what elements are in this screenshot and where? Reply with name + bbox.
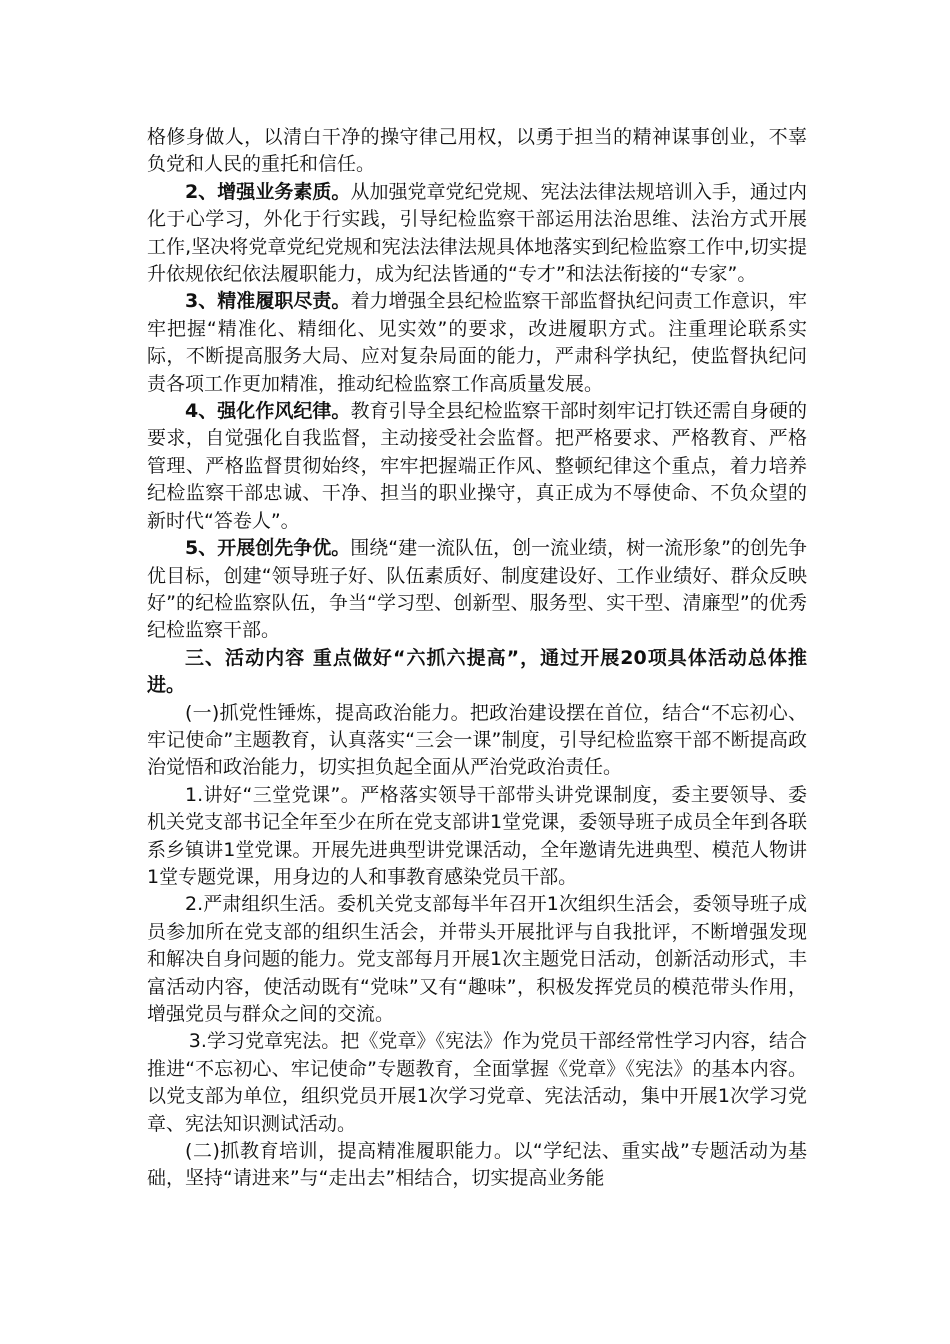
- document-page: [147, 124, 807, 1193]
- paragraph-lead: 4、强化作风纪律。: [185, 400, 351, 423]
- list-item-1: 1.讲好“三堂党课”。严格落实领导干部带头讲党课制度，委主要领导、委机关党支部书记全年至少在所在党支部讲1堂党课，委领导班子成员全年到各联系乡镇讲1堂党课。开展先进典型讲党课活动，全年邀请先进典型、模范人物讲1堂专题党课，用身边的人和事教育感染党员干部。: [147, 783, 807, 888]
- paragraph-discipline: [147, 398, 807, 535]
- paragraph-continuation: 格修身做人，以清白干净的操守律己用权，以勇于担当的精神谋事创业，不辜负党和人民的重托和信任。: [147, 126, 807, 176]
- paragraph-body: 着力增强全县纪检监察干部监督执纪问责工作意识，牢牢把握“精准化、精细化、见实效”的要求，改进履职方式。注重理论联系实际，不断提高服务大局、应对复杂局面的能力，严肃科学执纪，使监督执纪问责各项工作更加精准，推动纪检监察工作高质量发展。: [147, 290, 807, 395]
- list-item-2: 2.严肃组织生活。委机关党支部每半年召开1次组织生活会，委领导班子成员参加所在党支部的组织生活会，并带头开展批评与自我批评，不断增强发现和解决自身问题的能力。党支部每月开展1次主题党日活动，创新活动形式，丰富活动内容，使活动既有“党味”又有“趣味”，积极发挥党员的模范带头作用，增强党员与群众之间的交流。: [147, 893, 807, 1025]
- paragraph-body: 围绕“建一流队伍，创一流业绩，树一流形象”的创先争优目标，创建“领导班子好、队伍素质好、制度建设好、工作业绩好、群众反映好”的纪检监察队伍，争当“学习型、创新型、服务型、实干型、清廉型”的优秀纪检监察干部。: [147, 537, 807, 642]
- paragraph-lead: 5、开展创先争优。: [185, 537, 351, 560]
- list-item-3: 3.学习党章宪法。把《党章》《宪法》作为党员干部经常性学习内容，结合推进“不忘初心、牢记使命”专题教育，全面掌握《党章》《宪法》的基本内容。以党支部为单位，组织党员开展1次学习党章、宪法活动，集中开展1次学习党章、宪法知识测试活动。: [147, 1030, 807, 1135]
- paragraph-excellence: [147, 535, 807, 645]
- paragraph-business-quality: [147, 179, 807, 289]
- subsection-1: (一)抓党性锤炼，提高政治能力。把政治建设摆在首位，结合“不忘初心、牢记使命”主题教育，认真落实“三会一课”制度，引导纪检监察干部不断提高政治觉悟和政治能力，切实担负起全面从严治党政治责任。: [147, 701, 807, 779]
- paragraph-body: 教育引导全县纪检监察干部时刻牢记打铁还需自身硬的要求，自觉强化自我监督，主动接受社会监督。把严格要求、严格教育、严格管理、严格监督贯彻始终，牢牢把握端正作风、整顿纪律这个重点，着力培养纪检监察干部忠诚、干净、担当的职业操守，真正成为不辱使命、不负众望的新时代“答卷人”。: [147, 400, 807, 532]
- subsection-2: (二)抓教育培训，提高精准履职能力。以“学纪法、重实战”专题活动为基础，坚持“请进来”与“走出去”相结合，切实提高业务能: [147, 1140, 807, 1190]
- paragraph-precise-duty: [147, 288, 807, 398]
- paragraph-body: 从加强党章党纪党规、宪法法律法规培训入手，通过内化于心学习，外化于行实践，引导纪检监察干部运用法治思维、法治方式开展工作,坚决将党章党纪党规和宪法法律法规具体地落实到纪检监察工作中,切实提升依规依纪依法履职能力，成为纪法皆通的“专才”和法法衔接的“专家”。: [147, 180, 807, 286]
- paragraph-lead: 3、精准履职尽责。: [185, 290, 351, 313]
- paragraph-lead: 2、增强业务素质。: [185, 180, 351, 203]
- section-heading-3: 三、活动内容 重点做好“六抓六提高”，通过开展20项具体活动总体推进。: [147, 646, 807, 697]
